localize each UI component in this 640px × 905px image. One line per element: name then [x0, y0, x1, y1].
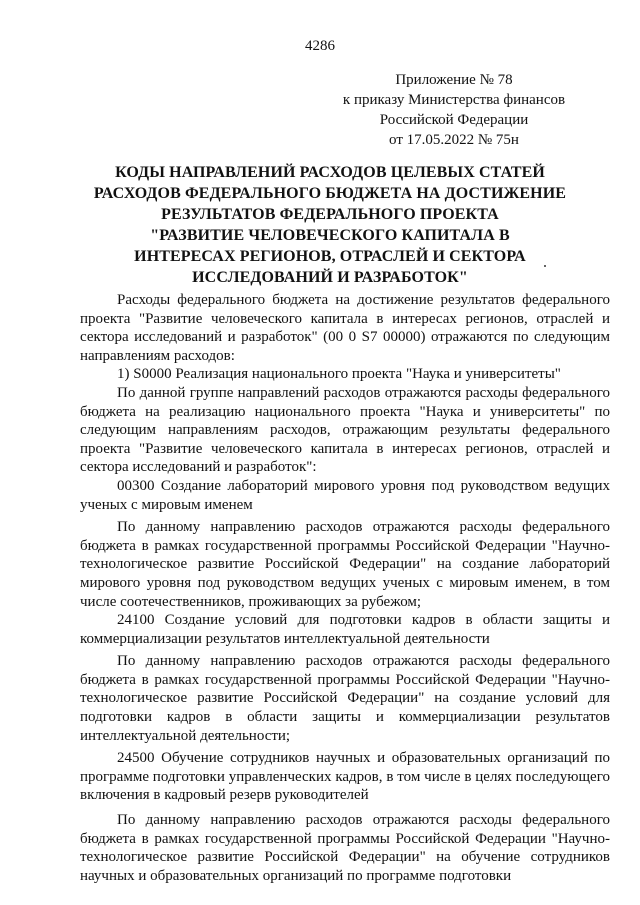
- document-title: [80, 162, 580, 288]
- title-line: РЕЗУЛЬТАТОВ ФЕДЕРАЛЬНОГО ПРОЕКТА: [161, 206, 499, 223]
- title-line: "РАЗВИТИЕ ЧЕЛОВЕЧЕСКОГО КАПИТАЛА В: [150, 227, 510, 244]
- paragraph: По данной группе направлений расходов отражаются расходы федерального бюджета на реализацию национального проекта "Наука и университеты" по следующим направлениям расходов, отражающим результаты федерального проекта "Развитие человеческого капитала в интересах регионов, отраслей и сектора исследований и разработок":: [80, 384, 610, 476]
- scan-speck: [544, 265, 546, 267]
- title-line: ИНТЕРЕСАХ РЕГИОНОВ, ОТРАСЛЕЙ И СЕКТОРА: [134, 248, 526, 265]
- appendix-line: от 17.05.2022 № 75н: [389, 132, 519, 148]
- paragraph-code-heading: 00300 Создание лабораторий мирового уровня под руководством ведущих ученых с мировым именем: [80, 477, 610, 513]
- appendix-line: Приложение № 78: [395, 72, 513, 88]
- appendix-line: Российской Федерации: [379, 112, 529, 128]
- page-number: 4286: [305, 38, 335, 54]
- paragraph-item-heading: 1) S0000 Реализация национального проекта "Наука и университеты": [117, 366, 561, 383]
- paragraph-code-heading: 24100 Создание условий для подготовки кадров в области защиты и коммерциализации результатов интеллектуальной деятельности: [80, 612, 610, 647]
- paragraph-code-heading: 24500 Обучение сотрудников научных и образовательных организаций по программе подготовки управленческих кадров, в том числе в целях последующего включения в кадровый резерв руководителей: [80, 750, 610, 804]
- title-line: ИССЛЕДОВАНИЙ И РАЗРАБОТОК": [192, 269, 468, 286]
- title-line: РАСХОДОВ ФЕДЕРАЛЬНОГО БЮДЖЕТА НА ДОСТИЖЕНИЕ: [93, 185, 567, 202]
- paragraph: По данному направлению расходов отражаются расходы федерального бюджета в рамках государственной программы Российской Федерации "Научно-технологическое развитие Российской Федерации" на создание условий для подготовки кадров в области защиты и коммерциализации результатов интеллектуальной деятельности;: [80, 653, 610, 744]
- paragraph: По данному направлению расходов отражаются расходы федерального бюджета в рамках государственной программы Российской Федерации "Научно-технологическое развитие Российской Федерации" на создание лабораторий мирового уровня под руководством ведущих ученых с мировым именем, в том числе соотечественников, проживающих за рубежом;: [80, 519, 610, 610]
- paragraph: По данному направлению расходов отражаются расходы федерального бюджета в рамках государственной программы Российской Федерации "Научно-технологическое развитие Российской Федерации" на обучение сотрудников научных и образовательных организаций по программе подготовки: [80, 812, 610, 884]
- appendix-block: [324, 70, 584, 150]
- document-body: [80, 291, 610, 885]
- paragraph-intro: Расходы федерального бюджета на достижение результатов федерального проекта "Развитие человеческого капитала в интересах регионов, отраслей и сектора исследований и разработок" (00 0 S7 00000) отражаются по следующим направлениям расходов:: [80, 292, 610, 364]
- title-line: КОДЫ НАПРАВЛЕНИЙ РАСХОДОВ ЦЕЛЕВЫХ СТАТЕЙ: [115, 164, 545, 181]
- appendix-line: к приказу Министерства финансов: [342, 92, 566, 108]
